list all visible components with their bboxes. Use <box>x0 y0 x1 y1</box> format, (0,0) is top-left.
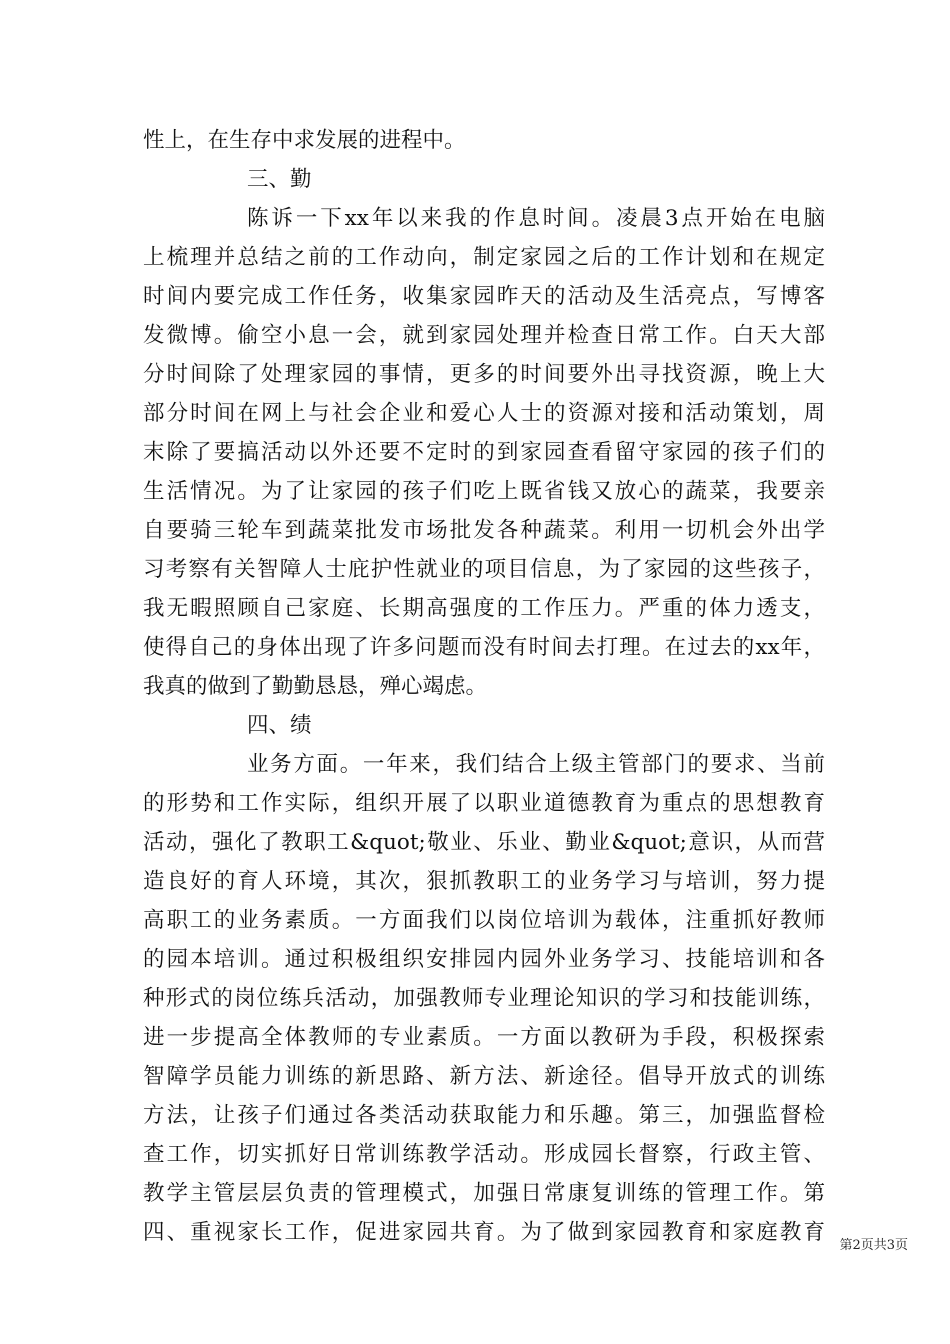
text-line: 的形势和工作实际，组织开展了以职业道德教育为重点的思想教育 <box>143 791 825 816</box>
text-line: 业务方面。一年来，我们结合上级主管部门的要求、当前 <box>247 752 825 777</box>
text-line: 陈诉一下xx年以来我的作息时间。凌晨3点开始在电脑 <box>247 206 825 231</box>
text-line: 四、重视家长工作，促进家园共育。为了做到家园教育和家庭教育 <box>143 1220 825 1245</box>
section-heading: 四、绩 <box>247 713 312 738</box>
text-line: 造良好的育人环境，其次，狠抓教职工的业务学习与培训，努力提 <box>143 869 825 894</box>
text-line: 分时间除了处理家园的事情，更多的时间要外出寻找资源，晚上大 <box>143 362 825 387</box>
text-line: 的园本培训。通过积极组织安排园内园外业务学习、技能培训和各 <box>143 947 825 972</box>
text-line: 上梳理并总结之前的工作动向，制定家园之后的工作计划和在规定 <box>143 245 825 270</box>
text-line: 方法，让孩子们通过各类活动获取能力和乐趣。第三，加强监督检 <box>143 1103 825 1128</box>
text-line: 高职工的业务素质。一方面我们以岗位培训为载体，注重抓好教师 <box>143 908 825 933</box>
text-line: 部分时间在网上与社会企业和爱心人士的资源对接和活动策划，周 <box>143 401 825 426</box>
document-body <box>143 121 825 1252</box>
text-line: 习考察有关智障人士庇护性就业的项目信息，为了家园的这些孩子， <box>143 557 825 582</box>
text-line: 进一步提高全体教师的专业素质。一方面以教研为手段，积极探索 <box>143 1025 825 1050</box>
text-line: 教学主管层层负责的管理模式，加强日常康复训练的管理工作。第 <box>143 1181 825 1206</box>
text-line: 智障学员能力训练的新思路、新方法、新途径。倡导开放式的训练 <box>143 1064 825 1089</box>
text-line: 使得自己的身体出现了许多问题而没有时间去打理。在过去的xx年， <box>143 635 825 660</box>
text-line: 活动，强化了教职工&quot;敬业、乐业、勤业&quot;意识，从而营 <box>143 830 825 855</box>
page-number: 第2页共3页 <box>839 1238 908 1253</box>
text-line: 我无暇照顾自己家庭、长期高强度的工作压力。严重的体力透支， <box>143 596 825 621</box>
section-heading: 三、勤 <box>247 167 312 192</box>
text-line: 自要骑三轮车到蔬菜批发市场批发各种蔬菜。利用一切机会外出学 <box>143 518 825 543</box>
text-line: 发微博。偷空小息一会，就到家园处理并检查日常工作。白天大部 <box>143 323 825 348</box>
text-line: 我真的做到了勤勤恳恳，殚心竭虑。 <box>143 674 488 699</box>
text-line: 时间内要完成工作任务，收集家园昨天的活动及生活亮点，写博客 <box>143 284 825 309</box>
text-line: 末除了要搞活动以外还要不定时的到家园查看留守家园的孩子们的 <box>143 440 825 465</box>
text-line: 性上，在生存中求发展的进程中。 <box>143 128 466 153</box>
text-line: 查工作，切实抓好日常训练教学活动。形成园长督察，行政主管、 <box>143 1142 825 1167</box>
text-line: 生活情况。为了让家园的孩子们吃上既省钱又放心的蔬菜，我要亲 <box>143 479 825 504</box>
text-line: 种形式的岗位练兵活动，加强教师专业理论知识的学习和技能训练， <box>143 986 825 1011</box>
